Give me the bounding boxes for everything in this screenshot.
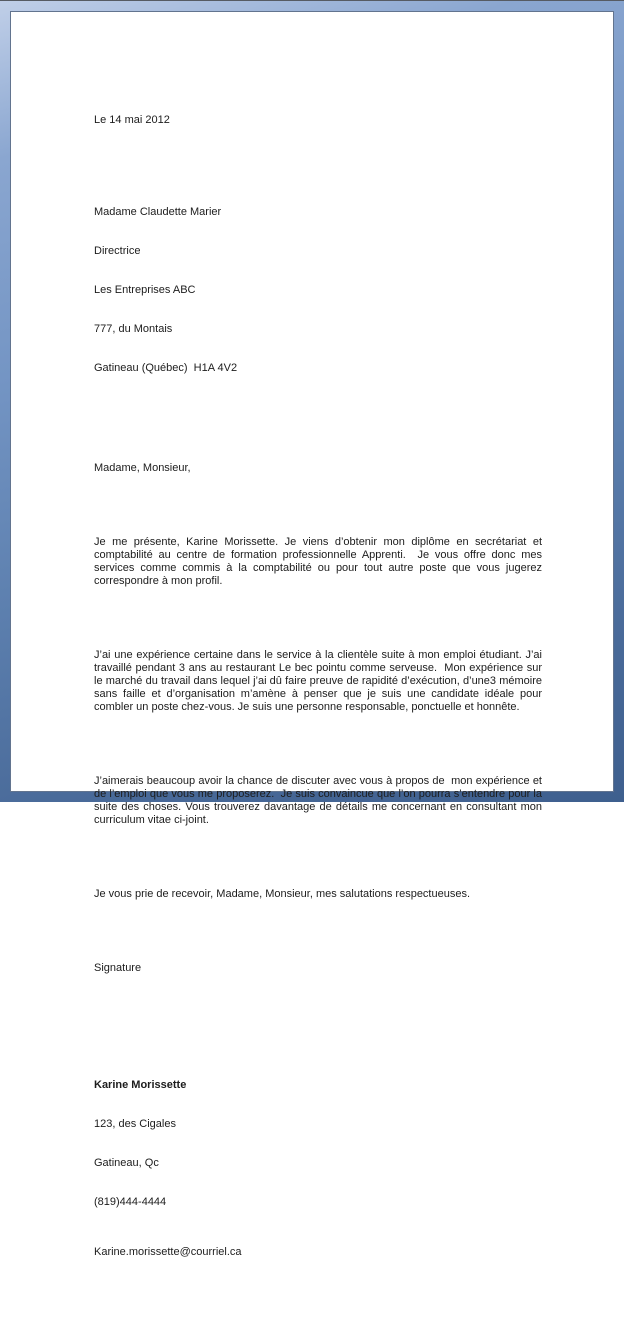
sender-city: Gatineau, Qc xyxy=(94,1157,159,1169)
recipient-title: Directrice xyxy=(94,245,141,257)
recipient-company: Les Entreprises ABC xyxy=(94,284,196,296)
signature-placeholder: Signature xyxy=(94,962,142,974)
paragraph-closing: J’aimerais beaucoup avoir la chance de discuter avec vous à propos de mon expérience et de l’emploi que vous me proposerez. Je suis convaincue que l’on pourra s’entendre pour la suite des choses. Vous trouverez davantage de détails me concernant en consultant mon curriculum vitae ci-joint. xyxy=(94,775,546,826)
recipient-address: 777, du Montais xyxy=(94,323,173,335)
sender-phone: (819)444-4444 xyxy=(94,1196,167,1208)
letter-page xyxy=(10,11,614,1258)
recipient-city-postal: Gatineau (Québec) H1A 4V2 xyxy=(94,362,238,374)
sender-block xyxy=(94,1053,542,1285)
recipient-block xyxy=(94,180,542,401)
paragraph-introduction: Je me présente, Karine Morissette. Je viens d’obtenir mon diplôme en secrétariat et comptabilité au centre de formation professionnelle Apprenti. Je vous offre donc mes services comme commis à la comptabilité ou pour tout autre poste que vous jugerez correspondre à mon profil. xyxy=(94,536,546,587)
letter-body xyxy=(11,12,613,1324)
letter-date: Le 14 mai 2012 xyxy=(94,114,170,126)
sender-address: 123, des Cigales xyxy=(94,1118,176,1130)
sender-email: Karine.morissette@courriel.ca xyxy=(94,1246,242,1258)
paragraph-experience: J’ai une expérience certaine dans le service à la clientèle suite à mon emploi étudiant. J’ai travaillé pendant 3 ans au restaurant Le bec pointu comme serveuse. Mon expérience sur le marché du travail dans lequel j’ai dû faire preuve de rapidité d’exécution, d’une3 mémoire sans faille et d’organisation m’amène à penser que je suis une candidate idéale pour combler un poste chez-vous. Je suis une personne responsable, ponctuelle et honnête. xyxy=(94,649,546,713)
salutation: Madame, Monsieur, xyxy=(94,462,191,474)
valediction: Je vous prie de recevoir, Madame, Monsieur, mes salutations respectueuses. xyxy=(94,888,471,900)
sender-name: Karine Morissette xyxy=(94,1079,187,1091)
recipient-name: Madame Claudette Marier xyxy=(94,206,222,218)
